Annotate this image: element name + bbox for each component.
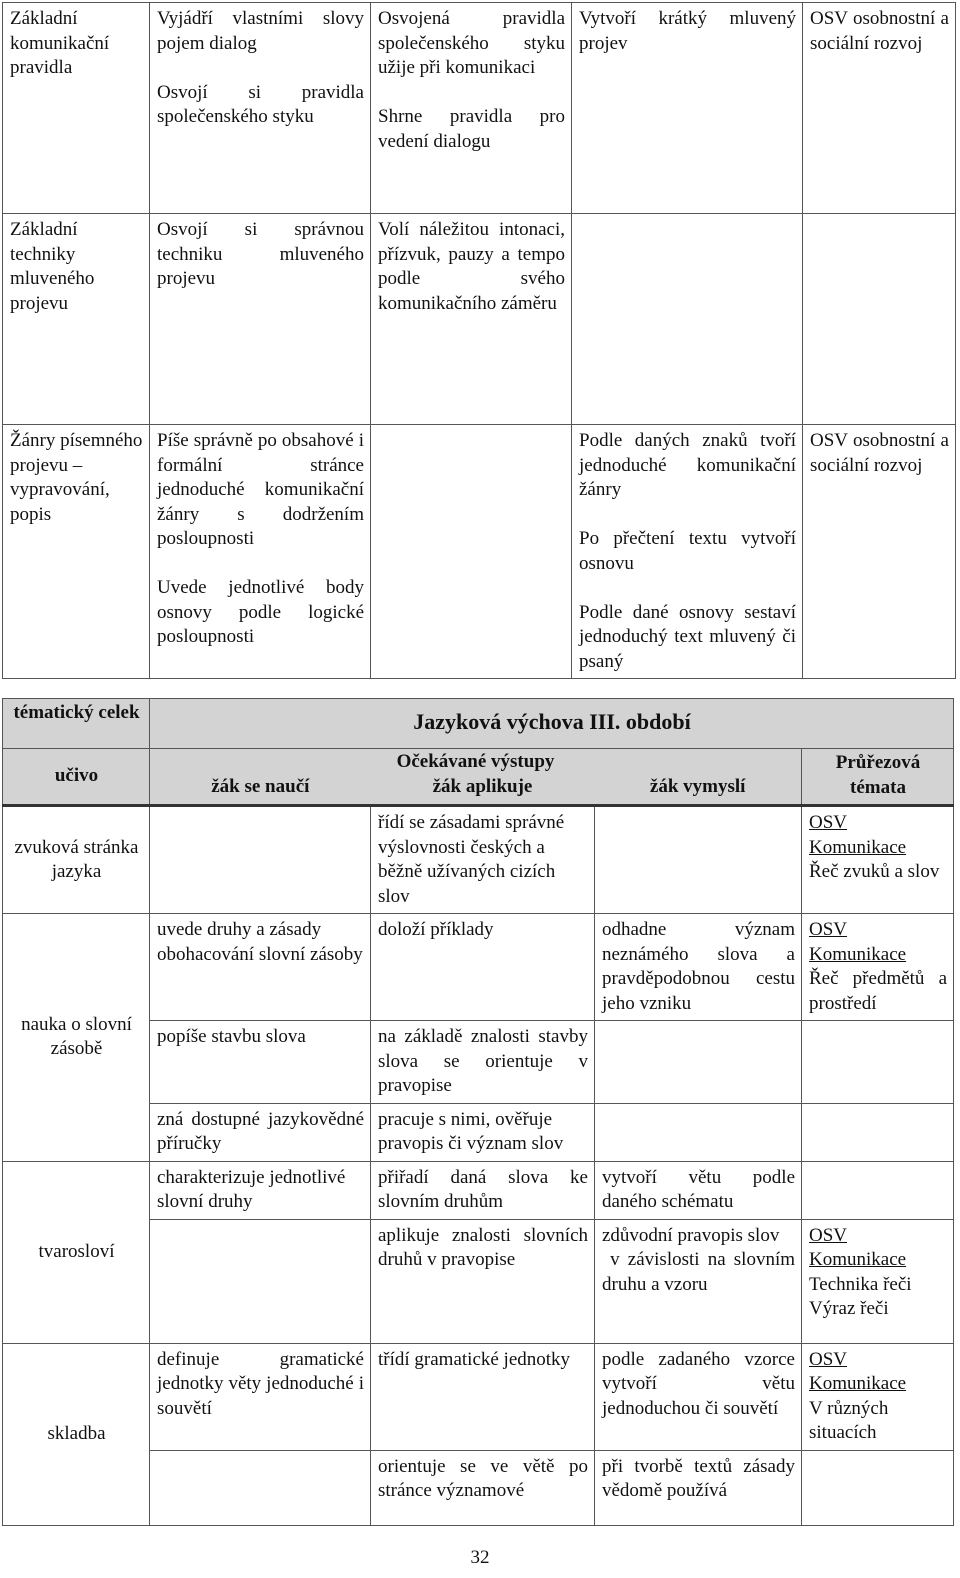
cross-theme-cell [802,1450,954,1525]
learns-cell [150,1450,371,1525]
applies-cell: pracuje s nimi, ověřuje pravopis či význam slov [371,1103,595,1161]
outcome-cell: Vytvoří krátký mluvený projev [572,3,803,214]
learns-cell: popíše stavbu slova [150,1021,371,1104]
header-row [3,749,954,806]
learns-cell: uvede druhy a zásady obohacování slovní zásoby [150,914,371,1021]
devises-header: žák vymyslí [649,775,746,797]
language-education-table [2,698,954,1526]
table-row [3,214,956,425]
outcome-cell: Volí náležitou intonaci, přízvuk, pauzy a tempo podle svého komunikačního záměru [371,214,572,425]
learns-cell: zná dostupné jazykovědné příručky [150,1103,371,1161]
table-row [3,425,956,679]
thematic-unit-cell: zvuková stránka jazyka [3,806,150,914]
devises-cell: zdůvodní pravopis slov v závislosti na slovním druhu a vzoru [595,1219,802,1343]
applies-cell: aplikuje znalosti slovních druhů v pravopise [371,1219,595,1343]
applies-cell: orientuje se ve větě po stránce významové [371,1450,595,1525]
cross-theme-cell [802,1021,954,1104]
devises-cell [595,1103,802,1161]
cross-theme-cell [802,1161,954,1219]
section-title: Jazyková výchova III. období [150,699,954,749]
topic-cell: Žánry písemného projevu – vypravování, popis [3,425,150,679]
upper-curriculum-table [2,2,956,679]
applies-cell: doloží příklady [371,914,595,1021]
devises-cell: při tvorbě textů zásady vědomě používá [595,1450,802,1525]
table-row [3,3,956,214]
outcome-cell: Osvojená pravidla společenského styku užije při komunikaci Shrne pravidla pro vedení dialogu [371,3,572,214]
applies-cell: přiřadí daná slova ke slovním druhům [371,1161,595,1219]
outcome-cell: Osvojí si správnou techniku mluveného projevu [150,214,371,425]
outcome-cell: Podle daných znaků tvoří jednoduché komunikační žánry Po přečtení textu vytvoří osnovu Podle dané osnovy sestaví jednoduchý text mluvený či psaný [572,425,803,679]
learns-cell [150,806,371,914]
thematic-unit-cell: skladba [3,1343,150,1525]
devises-cell [595,1021,802,1104]
applies-header: žák aplikuje [432,775,533,797]
outcome-cell: Vyjádří vlastními slovy pojem dialog Osvojí si pravidla společenského styku [150,3,371,214]
cross-theme-cell: OSV Komunikace Technika řeči Výraz řeči [802,1219,954,1343]
devises-cell: podle zadaného vzorce vytvoří větu jednoduchou či souvětí [595,1343,802,1450]
outcome-cell [572,214,803,425]
expected-outcomes-label: Očekávané výstupy [396,751,555,772]
cross-theme-cell [802,1103,954,1161]
learns-cell: definuje gramatické jednotky věty jednoduché i souvětí [150,1343,371,1450]
cross-themes-header: Průřezová témata [802,749,954,806]
applies-cell: řídí se zásadami správné výslovnosti českých a běžně užívaných cizích slov [371,806,595,914]
curriculum-header: učivo [3,749,150,806]
devises-cell: vytvoří větu podle daného schématu [595,1161,802,1219]
thematic-unit-header: tématický celek [3,699,150,749]
cross-theme-cell: OSV Komunikace Řeč zvuků a slov [802,806,954,914]
table-row [3,914,954,1021]
thematic-unit-cell: nauka o slovní zásobě [3,914,150,1162]
devises-cell [595,806,802,914]
learns-cell [150,1219,371,1343]
thematic-unit-cell: tvarosloví [3,1161,150,1343]
learns-header: žák se naučí [211,775,310,797]
expected-outcomes-header [150,749,802,806]
cross-topic-cell: OSV osobnostní a sociální rozvoj [803,425,956,679]
table-row [3,806,954,914]
devises-cell: odhadne význam neznámého slova a pravděpodobnou cestu jeho vzniku [595,914,802,1021]
topic-cell: Základní techniky mluveného projevu [3,214,150,425]
table-row [3,1161,954,1219]
outcome-cell: Píše správně po obsahové i formální stránce jednoduché komunikační žánry s dodržením posloupnosti Uvede jednotlivé body osnovy podle logické posloupnosti [150,425,371,679]
table-row [3,1343,954,1450]
page-number: 32 [470,1547,490,1568]
topic-cell: Základní komunikační pravidla [3,3,150,214]
cross-topic-cell [803,214,956,425]
cross-theme-cell: OSV Komunikace V různých situacích [802,1343,954,1450]
header-row [3,699,954,749]
cross-topic-cell: OSV osobnostní a sociální rozvoj [803,3,956,214]
learns-cell: charakterizuje jednotlivé slovní druhy [150,1161,371,1219]
applies-cell: na základě znalosti stavby slova se orientuje v pravopise [371,1021,595,1104]
outcome-cell [371,425,572,679]
applies-cell: třídí gramatické jednotky [371,1343,595,1450]
cross-theme-cell: OSV Komunikace Řeč předmětů a prostředí [802,914,954,1021]
